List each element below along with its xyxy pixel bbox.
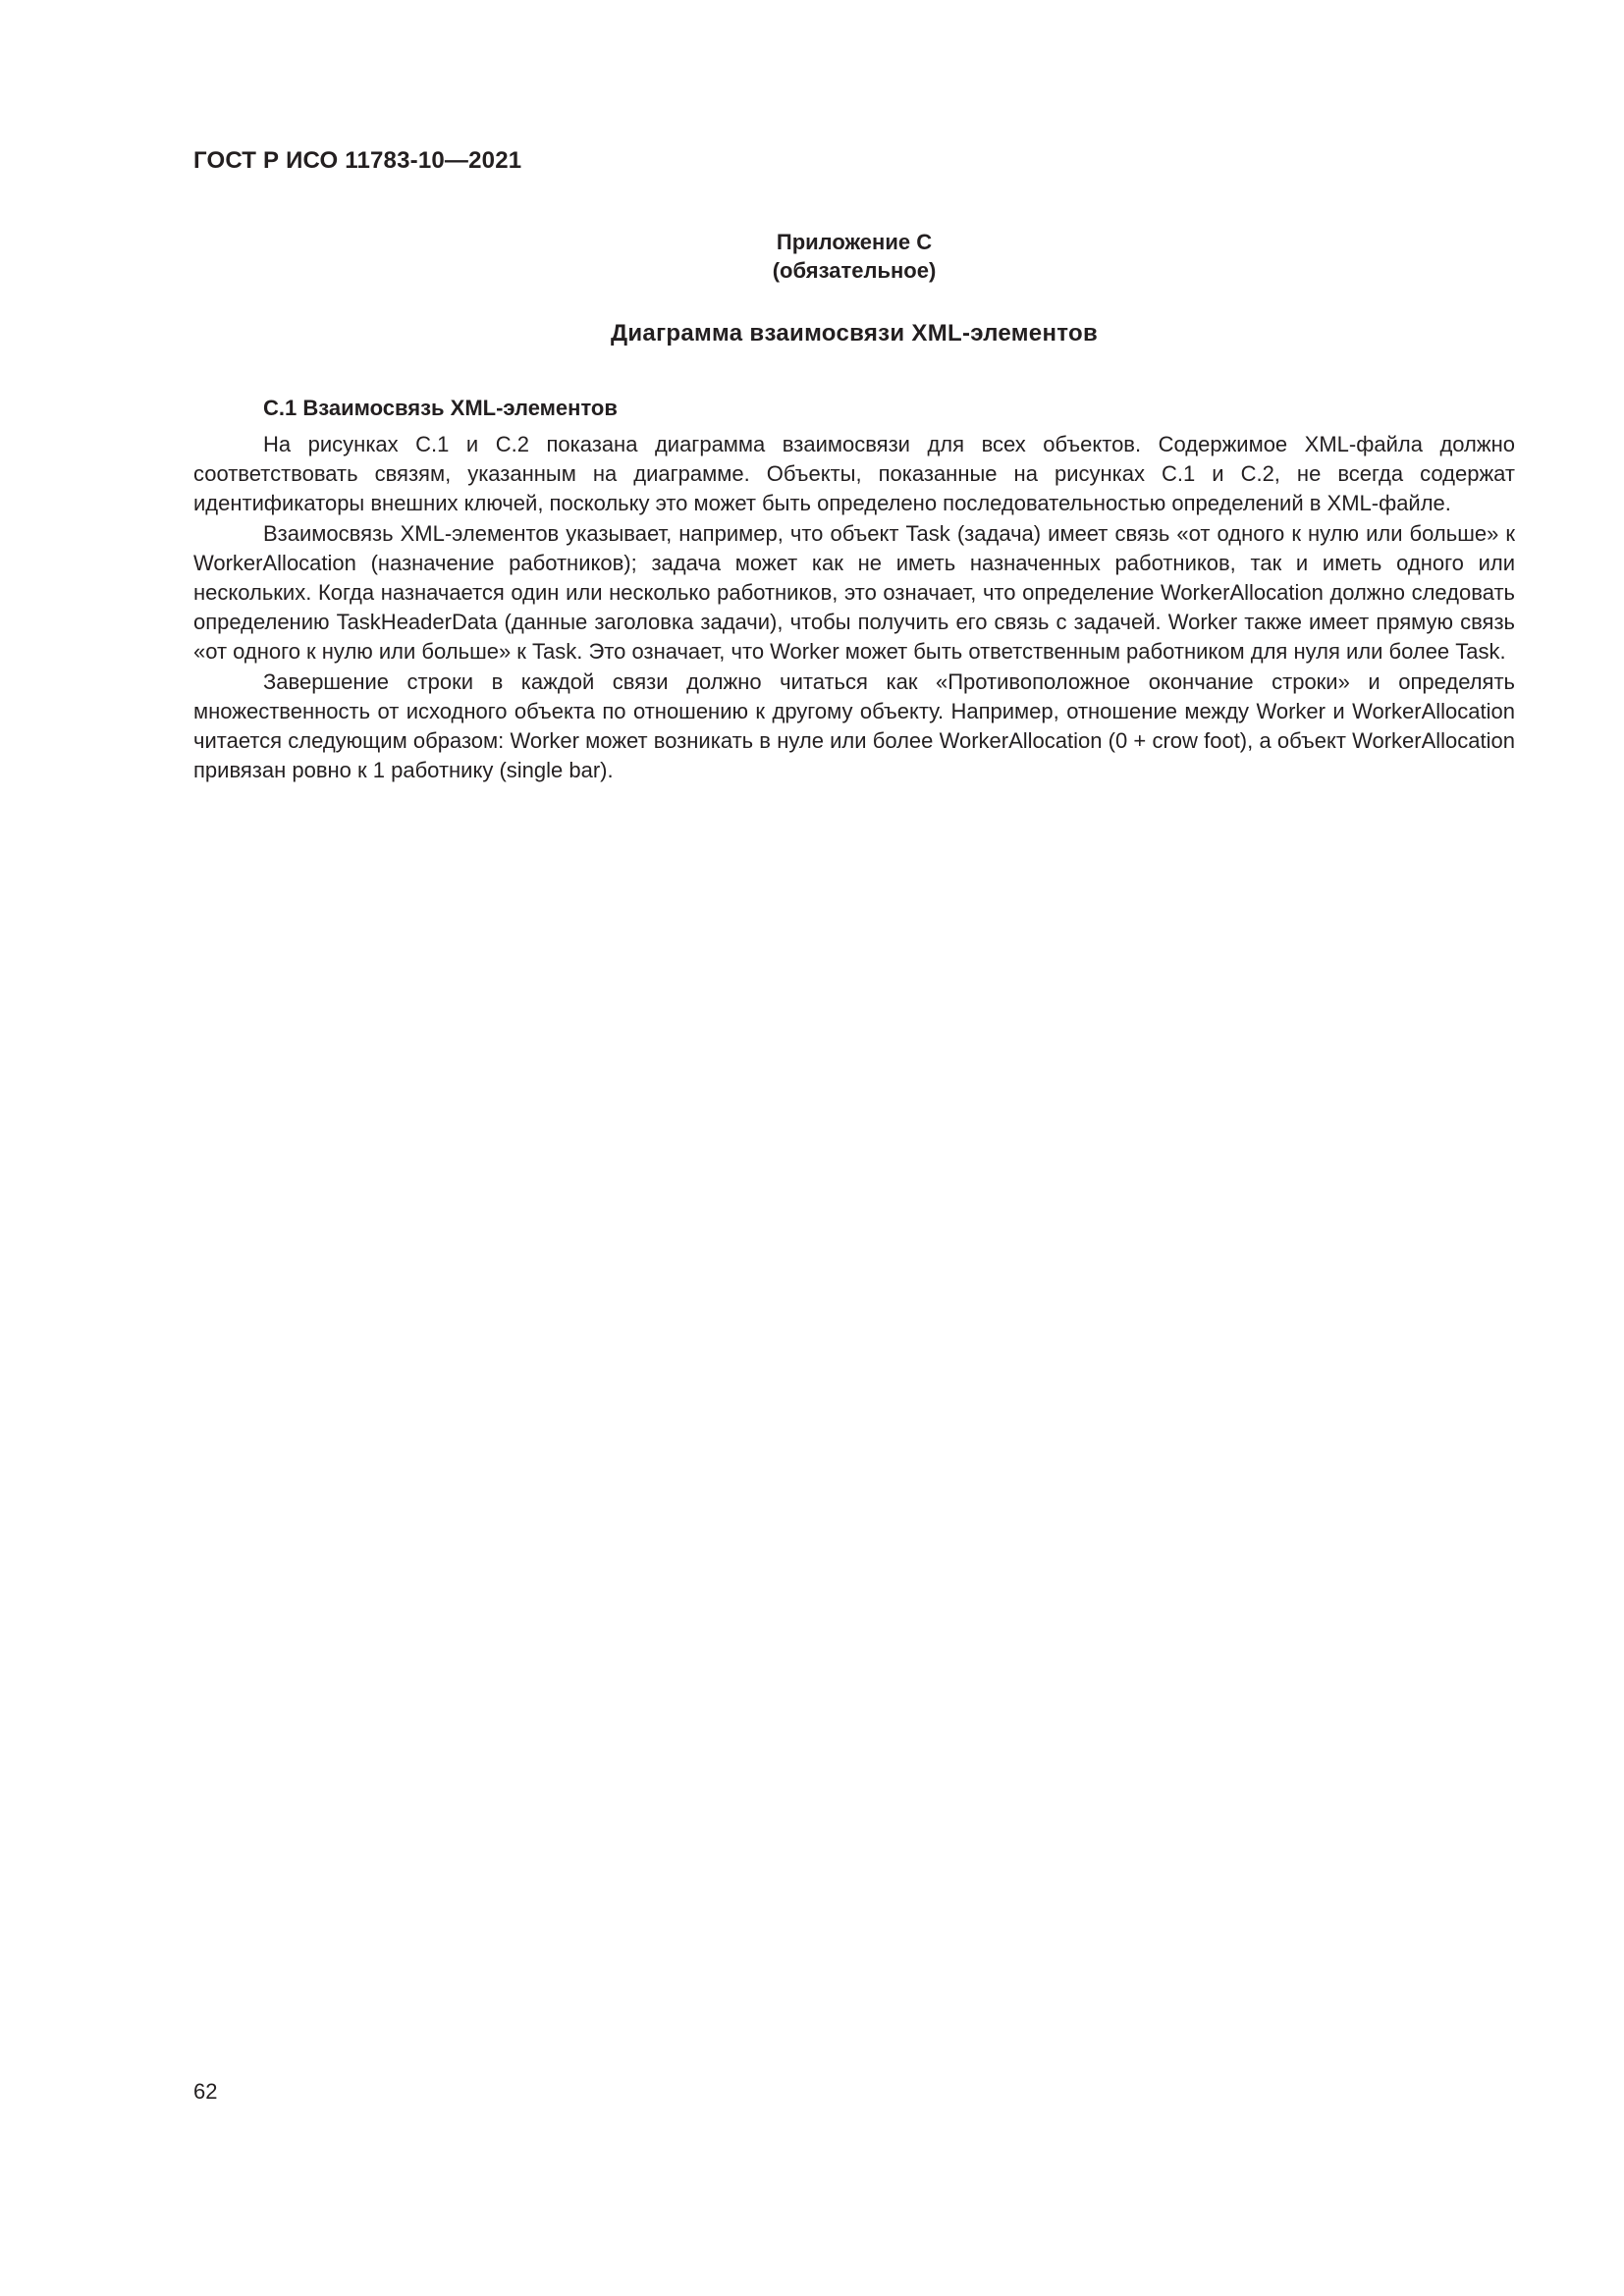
appendix-status: (обязательное) (772, 258, 937, 283)
section-heading: С.1 Взаимосвязь XML-элементов (263, 396, 618, 420)
appendix-title: Диаграмма взаимосвязи XML-элементов (610, 320, 1099, 347)
body-paragraph-3: Завершение строки в каждой связи должно читаться как «Противоположное окончание строки» и определять множественность от исходного объекта по отношению к другому объекту. Например, отношение между Worker и WorkerAllocation читается следующим образом: Worker может возникать в нуле или более WorkerAllocation (0 + crow foot), а объект WorkerAllocation привязан ровно к 1 работнику (single bar). (193, 668, 1515, 783)
page-number: 62 (193, 2079, 218, 2104)
appendix-label: Приложение C (776, 230, 933, 254)
body-paragraph-2: Взаимосвязь XML-элементов указывает, например, что объект Task (задача) имеет связь «от одного к нулю или больше» к WorkerAllocation (назначение работников); задача может как не иметь назначенных работников, так и иметь одного или нескольких. Когда назначается один или несколько работников, это означает, что определение WorkerAllocation должно следовать определению TaskHeaderData (данные заголовка задачи), чтобы получить его связь с задачей. Worker также имеет прямую связь «от одного к нулю или больше» к Task. Это означает, что Worker может быть ответственным работником для нуля или более Task. (193, 520, 1515, 665)
appendix-heading (193, 228, 1515, 285)
body-paragraph-1: На рисунках С.1 и С.2 показана диаграмма взаимосвязи для всех объектов. Содержимое XML-файла должно соответствовать связям, указанным на диаграмме. Объекты, показанные на рисунках С.1 и С.2, не всегда содержат идентификаторы внешних ключей, поскольку это может быть определено последовательностью определений в XML-файле. (193, 432, 1515, 516)
section-body (193, 430, 1515, 785)
document-code-header: ГОСТ Р ИСО 11783-10—2021 (193, 147, 522, 174)
